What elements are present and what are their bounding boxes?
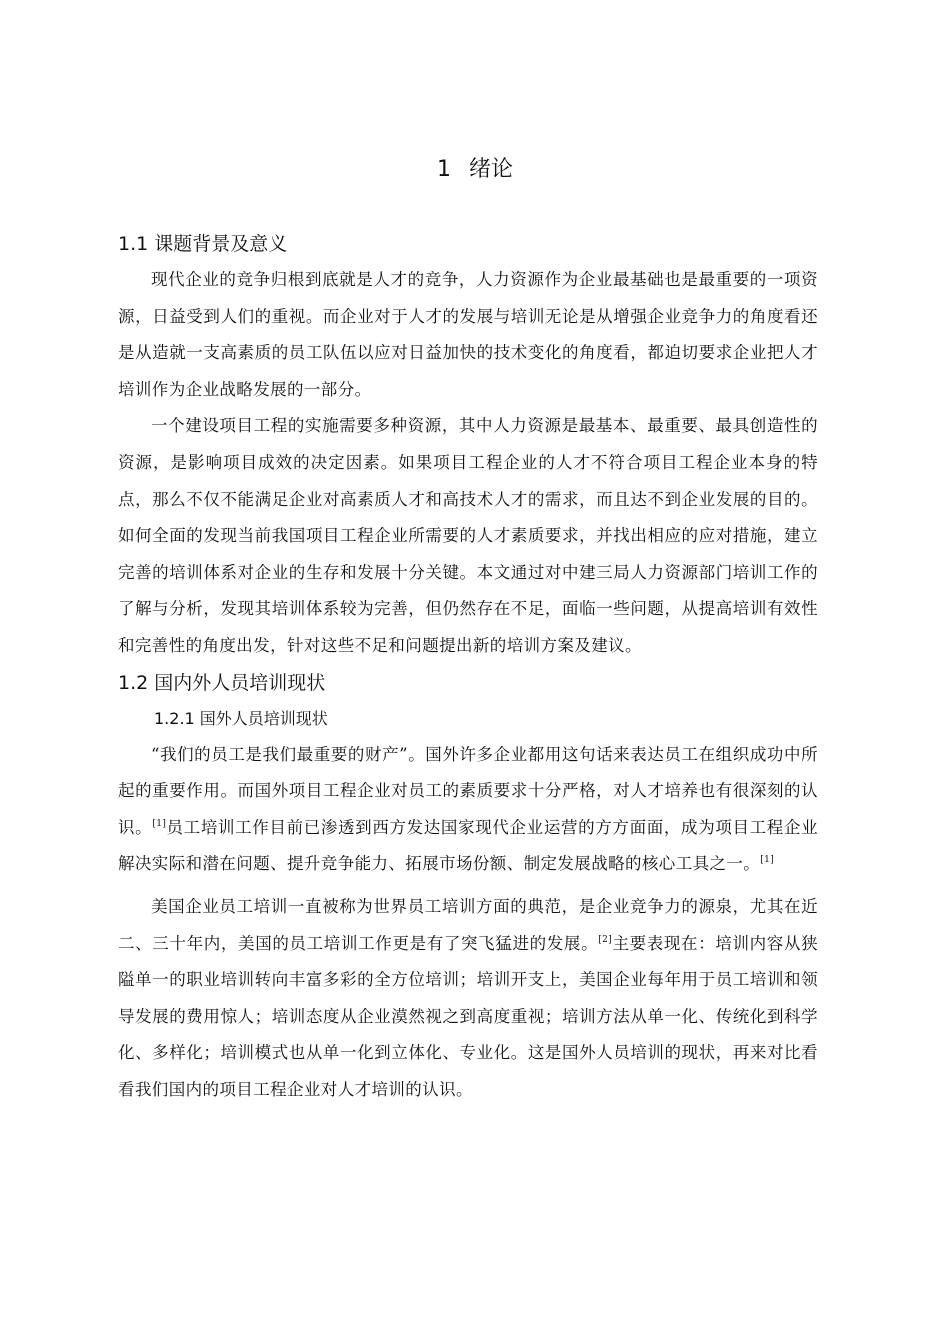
paragraph-text: 员工培训工作目前已渗透到西方发达国家现代企业运营的方方面面，成为项目工程企业解决实际和潜在问题、提升竞争能力、拓展市场份额、制定发展战略的核心工具之一。 bbox=[118, 817, 818, 874]
chapter-number: 1 bbox=[436, 157, 451, 182]
section-1-1-heading: 1.1 课题背景及意义 bbox=[118, 233, 288, 255]
section-1-2-1-paragraph-2 bbox=[118, 889, 818, 1109]
section-1-2-1-heading: 1.2.1 国外人员培训现状 bbox=[154, 708, 328, 728]
citation-ref: [1] bbox=[760, 855, 775, 866]
section-1-1-paragraph-1: 现代企业的竞争归根到底就是人才的竞争，人力资源作为企业最基础也是最重要的一项资源，日益受到人们的重视。而企业对于人才的发展与培训无论是从增强企业竞争力的角度看还是从造就一支高素质的员工队伍以应对日益加快的技术变化的角度看，都迫切要求企业把人才培训作为企业战略发展的一部分。 bbox=[118, 270, 818, 399]
citation-ref: [2] bbox=[598, 934, 613, 945]
section-1-1-paragraph-2: 一个建设项目工程的实施需要多种资源，其中人力资源是最基本、最重要、最具创造性的资源，是影响项目成效的决定因素。如果项目工程企业的人才不符合项目工程企业本身的特点，那么不仅不能满足企业对高素质人才和高技术人才的需求，而且达不到企业发展的目的。如何全面的发现当前我国项目工程企业所需要的人才素质要求，并找出相应的应对措施，建立完善的培训体系对企业的生存和发展十分关键。本文通过对中建三局人力资源部门培训工作的了解与分析，发现其培训体系较为完善，但仍然存在不足，面临一些问题，从提高培训有效性和完善性的角度出发，针对这些不足和问题提出新的培训方案及建议。 bbox=[118, 416, 818, 655]
paragraph-text: “我们的员工是我们最重要的财产”。国外许多企业都用这句话来表达员工在组织成功中所起的重要作用。而国外项目工程企业对员工的素质要求十分严格，对人才培养也有很深刻的认识。 bbox=[118, 744, 818, 837]
citation-ref: [1] bbox=[152, 818, 167, 829]
chapter-title-text: 绪论 bbox=[468, 157, 513, 182]
paragraph-text: 主要表现在：培训内容从狭隘单一的职业培训转向丰富多彩的全方位培训；培训开支上，美国企业每年用于员工培训和领导发展的费用惊人；培训态度从企业漠然视之到高度重视；培训方法从单一化、传统化到科学化、多样化；培训模式也从单一化到立体化、专业化。这是国外人员培训的现状，再来对比看看我们国内的项目工程企业对人才培训的认识。 bbox=[118, 933, 818, 1099]
section-1-2-1-paragraph-1 bbox=[118, 737, 818, 883]
chapter-title bbox=[0, 152, 950, 188]
paragraph-text: 美国企业员工培训一直被称为世界员工培训方面的典范，是企业竞争力的源泉，尤其在近二、三十年内，美国的员工培训工作更是有了突飞猛进的发展。 bbox=[118, 896, 818, 953]
section-1-2-heading: 1.2 国内外人员培训现状 bbox=[118, 671, 326, 694]
body-content bbox=[118, 226, 818, 1108]
